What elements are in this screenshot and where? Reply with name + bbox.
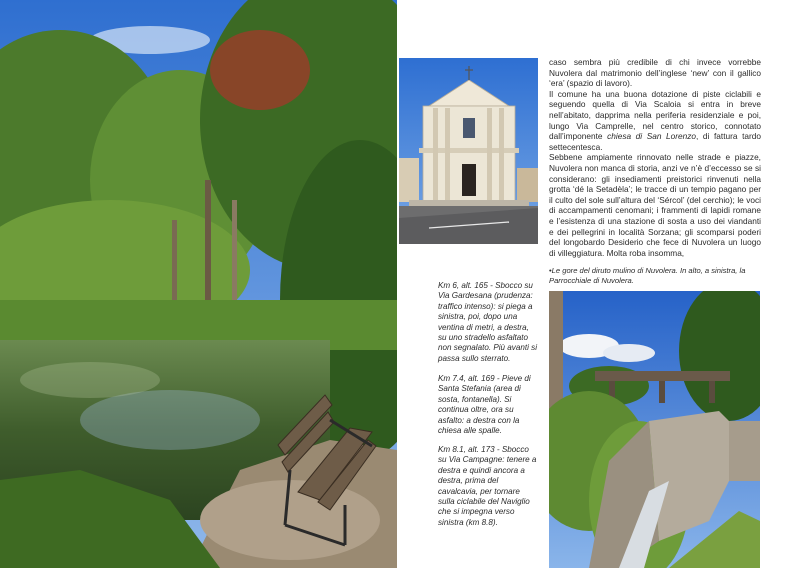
caption-bullet: •	[549, 266, 552, 275]
photo-bench-by-water	[0, 0, 397, 568]
photo-ruined-mill	[549, 291, 760, 568]
route-note-km-8-1: Km 8.1, alt. 173 - Sbocco su Via Campagne: tenere a destra e quindi ancora a destra, prima del cavalcavia, per tornare sulla ciclabile del Naviglio che si impegna verso sinistra (km 8.8).	[438, 445, 537, 527]
church-name: chiesa di San Lorenzo	[607, 131, 697, 142]
route-note-km-6: Km 6, alt. 165 - Sbocco su Via Gardesana (prudenza: traffico intenso): si piega a sinistra, poi, dopo una ventina di metri, a destra, su uno stradello asfaltato non segnalato. Più avanti si passa sullo sterrato.	[438, 281, 537, 363]
photo-parish-church	[399, 58, 538, 244]
paragraph-2-text: Il comune ha una buona dotazione di piste ciclabili e seguendo quella di Via Scaloia si entra in breve nell’abitato, dapprima nella periferia residenziale e poi, lungo Via Camprelle, nel centro storico, connotato dall’imponente	[549, 88, 761, 142]
caption-text: Le gore del diruto mulino di Nuvolera. In alto, a sinistra, la Parrocchiale di Nuvolera.	[549, 266, 746, 285]
photo-caption	[549, 266, 763, 286]
route-note-km-7-4: Km 7.4, alt. 169 - Pieve di Santa Stefania (area di sosta, fontanella). Si continua oltre, ora su asfalto: a destra con la chiesa alle spalle.	[438, 374, 531, 436]
paragraph-3: Sebbene ampiamente rinnovato nelle strade e piazze, Nuvolera non manca di storia, anzi ve n’è d’eccesso se si considerano: gli insediamenti preistorici rinvenuti nella grotta ‘dé la Setadèla’; le tracce di un tempio pagano per il culto del sole sull’altura del ‘Sércol’ (del cerchio); le voci di accampamenti cenomani; i frammenti di lapidi romane e l’esistenza di una stazione di sosta a uso dei viandanti e dei pellegrini in località Sorzana; gli scomparsi poderi del longobardo Desiderio che fece di Nuvolera un luogo di villeggiatura. Molta roba insomma,	[549, 152, 761, 258]
body-text-column	[549, 57, 761, 258]
church-suffix: , di fattura tardo settecentesca.	[549, 131, 761, 152]
paragraph-1: caso sembra più credibile di chi invece vorrebbe Nuvolera dal matrimonio dell’inglese ‘new’ con il gallico ‘era’ (spazio di lavoro).	[549, 57, 761, 89]
paragraph-2	[549, 89, 761, 153]
